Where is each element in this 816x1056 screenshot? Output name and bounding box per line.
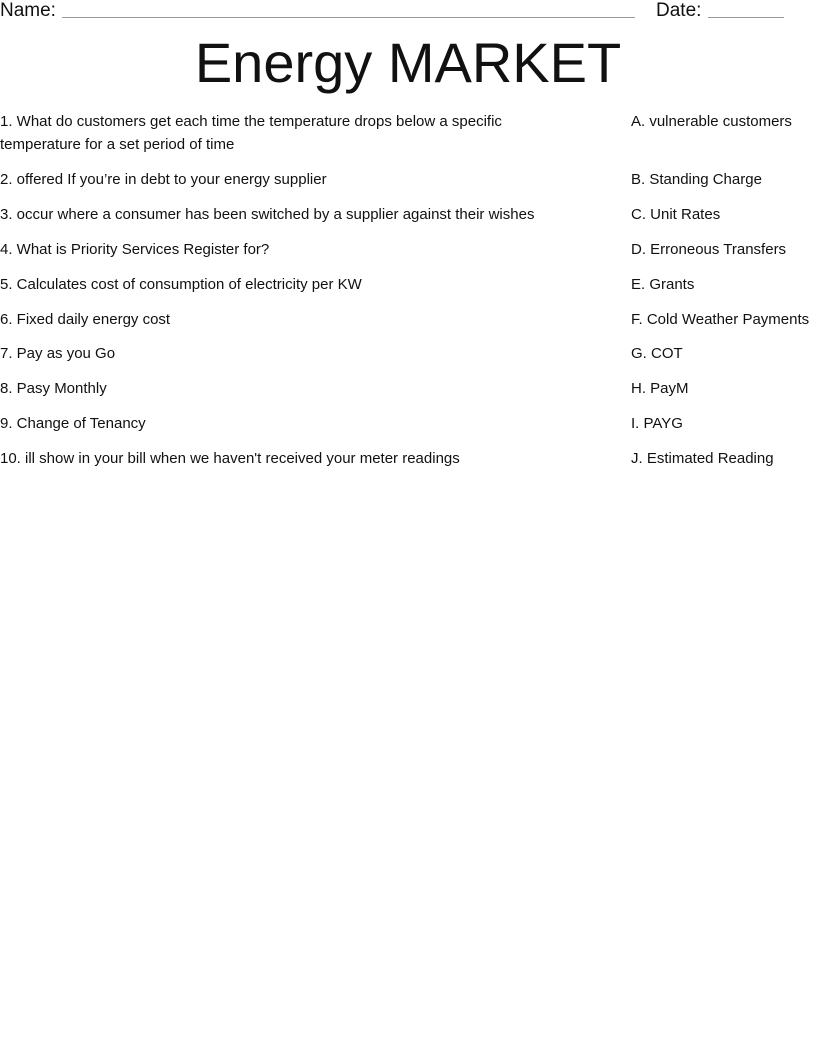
question-8: 8. Pasy Monthly [0,380,107,397]
worksheet-title: Energy MARKET [194,31,622,94]
question-5: 5. Calculates cost of consumption of electricity per KW [0,276,362,293]
answer-f: F. Cold Weather Payments [631,311,810,328]
answer-a: A. vulnerable customers [631,113,792,130]
worksheet-header [0,0,816,24]
question-7: 7. Pay as you Go [0,345,116,362]
answer-i: I. PAYG [631,415,683,432]
question-3: 3. occur where a consumer has been switched by a supplier against their wishes [0,206,535,223]
date-blank-line [708,17,784,18]
name-label: Name: [0,0,56,21]
answer-b: B. Standing Charge [631,171,762,188]
date-label: Date: [656,0,702,21]
question-6: 6. Fixed daily energy cost [0,311,171,328]
question-10: 10. ill show in your bill when we haven't received your meter readings [0,450,460,467]
question-1: 1. What do customers get each time the temperature drops below a specific temperature for a set period of time [0,113,502,153]
question-2: 2. offered If you’re in debt to your energy supplier [0,171,327,188]
answer-d: D. Erroneous Transfers [631,241,787,258]
answer-g: G. COT [631,345,683,362]
question-9: 9. Change of Tenancy [0,415,146,432]
name-blank-line [62,17,635,18]
answer-j: J. Estimated Reading [631,450,774,467]
answer-h: H. PayM [631,380,689,397]
answer-e: E. Grants [631,276,695,293]
answer-c: C. Unit Rates [631,206,721,223]
question-4: 4. What is Priority Services Register for? [0,241,270,258]
